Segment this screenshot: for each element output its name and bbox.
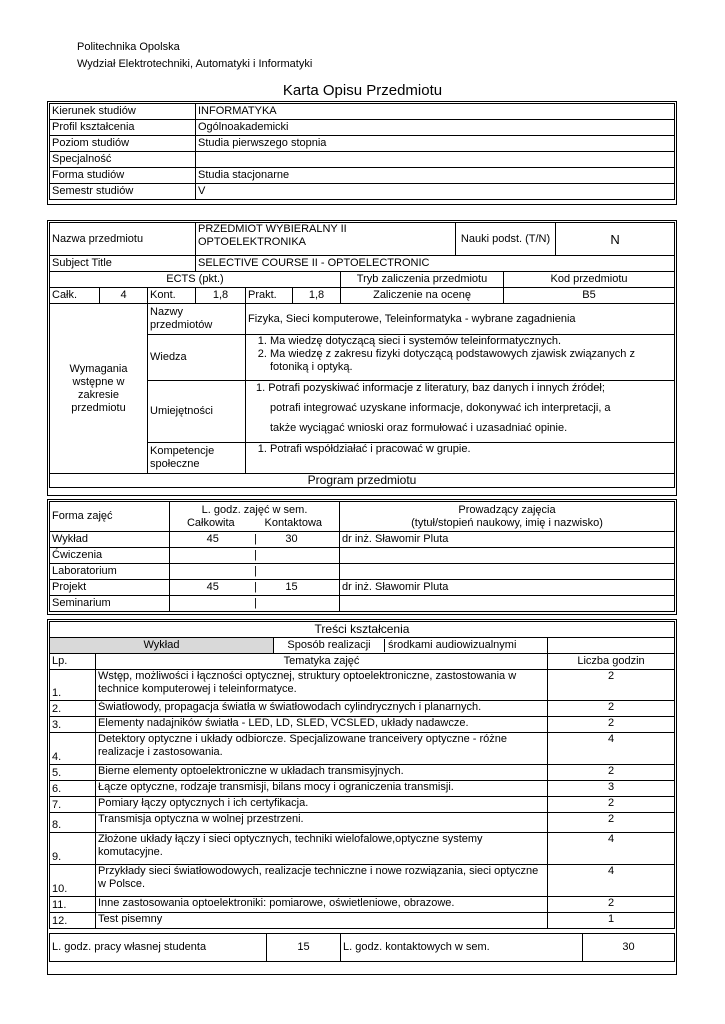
content-hours: 2	[548, 717, 675, 733]
contact-label: L. godz. kontaktowych w sem.	[341, 934, 583, 962]
lp-label: Lp.	[50, 654, 96, 670]
program-forma: Laboratorium	[50, 564, 170, 580]
study-info-table	[49, 103, 675, 200]
study-info-row	[50, 168, 675, 184]
kontaktowa-label: Kontaktowa	[264, 516, 323, 529]
wiedza-item: 2. Ma wiedzę z zakresu fizyki dotyczącą podstawowych zjawisk związanych z fotoniką i optyką.	[270, 348, 672, 374]
program-calkowita	[170, 596, 256, 612]
subject-table	[49, 222, 675, 488]
content-row	[50, 913, 675, 929]
study-info-row	[50, 120, 675, 136]
tryb-label: Tryb zaliczenia przedmiotu	[341, 272, 504, 288]
content-hours: 2	[548, 813, 675, 833]
umiejetnosci-line-1: 1. Potrafi pozyskiwać informacje z literatury, baz danych i innych źródeł;	[256, 382, 605, 394]
wiedza-list	[248, 335, 672, 374]
content-topic: Test pisemny	[96, 913, 548, 929]
hours-label: L. godz. zajęć w sem.	[201, 503, 308, 516]
study-info-frame	[47, 101, 677, 205]
content-table	[49, 621, 675, 929]
content-lp: 5.	[50, 765, 96, 781]
program-kontaktowa-cell	[256, 532, 340, 548]
content-hours-label: Liczba godzin	[548, 654, 675, 670]
content-hours: 2	[548, 701, 675, 717]
study-info-value	[196, 152, 675, 168]
content-lp: 7.	[50, 797, 96, 813]
kod-label: Kod przedmiotu	[504, 272, 675, 288]
program-title: Program przedmiotu	[50, 474, 675, 488]
content-row	[50, 717, 675, 733]
study-info-label: Kierunek studiów	[50, 104, 196, 120]
study-info-label: Profil kształcenia	[50, 120, 196, 136]
wiedza-value	[246, 335, 675, 381]
nazwy-value: Fizyka, Sieci komputerowe, Teleinformatyka - wybrane zagadnienia	[246, 304, 675, 335]
program-kontaktowa-cell	[256, 564, 340, 580]
subject-frame	[47, 220, 677, 496]
content-lp: 4.	[50, 733, 96, 765]
content-lp: 6.	[50, 781, 96, 797]
study-info-label: Specjalność	[50, 152, 196, 168]
study-info-value: Studia pierwszego stopnia	[196, 136, 675, 152]
program-calkowita	[170, 548, 256, 564]
content-lp: 3.	[50, 717, 96, 733]
study-info-row	[50, 184, 675, 200]
tryb-value: Zaliczenie na ocenę	[341, 288, 504, 304]
wiedza-label: Wiedza	[148, 335, 246, 381]
prowadzacy-sub: (tytuł/stopień naukowy, imię i nazwisko)	[411, 516, 603, 529]
content-row	[50, 765, 675, 781]
program-frame	[47, 499, 677, 615]
program-calkowita	[170, 564, 256, 580]
program-prowadzacy	[340, 548, 675, 564]
method-filler	[548, 638, 675, 654]
content-row	[50, 781, 675, 797]
content-row	[50, 813, 675, 833]
content-topic: Detektory optyczne i układy odbiorcze. Specjalizowane tranceivery optyczne - różne realizacje i zastosowania.	[96, 733, 548, 765]
umiejetnosci-line-3: także wyciągać wnioski oraz formułować i uzasadniać opinie.	[270, 422, 568, 434]
study-info-value: Ogólnoakademicki	[196, 120, 675, 136]
program-row	[50, 596, 675, 612]
program-prowadzacy	[340, 596, 675, 612]
university-name: Politechnika Opolska	[77, 41, 180, 53]
ects-label: ECTS (pkt.)	[50, 272, 341, 288]
study-info-label: Semestr studiów	[50, 184, 196, 200]
study-info-label: Poziom studiów	[50, 136, 196, 152]
program-prowadzacy: dr inż. Sławomir Pluta	[340, 532, 675, 548]
subject-name-label: Nazwa przedmiotu	[50, 223, 196, 256]
program-kontaktowa: 15	[285, 581, 298, 593]
program-row	[50, 532, 675, 548]
study-info-value: Studia stacjonarne	[196, 168, 675, 184]
topic-label: Tematyka zajęć	[96, 654, 548, 670]
kompetencje-label: Kompetencje społeczne	[148, 443, 246, 474]
content-topic: Transmisja optyczna w wolnej przestrzeni.	[96, 813, 548, 833]
program-kontaktowa-cell	[256, 548, 340, 564]
kompetencje-value	[246, 443, 675, 474]
kont-label: Kont.	[148, 288, 196, 304]
program-kontaktowa: 30	[285, 533, 298, 545]
content-hours: 2	[548, 765, 675, 781]
program-kontaktowa-cell	[256, 580, 340, 596]
study-info-value: INFORMATYKA	[196, 104, 675, 120]
subject-name-value: PRZEDMIOT WYBIERALNY II OPTOELEKTRONIKA	[196, 223, 456, 256]
content-row	[50, 733, 675, 765]
page-title: Karta Opisu Przedmiotu	[282, 82, 443, 99]
program-row	[50, 580, 675, 596]
content-lp: 2.	[50, 701, 96, 717]
summary-table	[49, 933, 675, 962]
program-forma: Ćwiczenia	[50, 548, 170, 564]
content-lp: 12.	[50, 913, 96, 929]
own-work-value: 15	[267, 934, 341, 962]
content-row	[50, 833, 675, 865]
program-row	[50, 564, 675, 580]
content-topic: Elementy nadajników światła - LED, LD, SLED, VCSLED, układy nadawcze.	[96, 717, 548, 733]
calkowita-label: Całkowita	[186, 516, 235, 529]
program-table	[49, 501, 675, 612]
program-forma: Projekt	[50, 580, 170, 596]
content-lp: 9.	[50, 833, 96, 865]
content-hours: 4	[548, 733, 675, 765]
content-topic: Pomiary łączy optycznych i ich certyfikacja.	[96, 797, 548, 813]
program-calkowita: 45	[170, 580, 256, 596]
study-info-row	[50, 104, 675, 120]
program-kontaktowa-cell	[256, 596, 340, 612]
program-separator: |	[254, 597, 257, 609]
kompetencje-item: 1. Potrafi współdziałać i pracować w grupie.	[270, 443, 672, 456]
study-info-value: V	[196, 184, 675, 200]
content-topic: Światłowody, propagacja światła w światłowodach cylindrycznych i planarnych.	[96, 701, 548, 717]
content-row	[50, 797, 675, 813]
content-hours: 4	[548, 833, 675, 865]
calk-value: 4	[100, 288, 148, 304]
program-forma: Wykład	[50, 532, 170, 548]
content-topic: Przykłady sieci światłowodowych, realizacje techniczne i nowe rozwiązania, sieci optyczne w Polsce.	[96, 865, 548, 897]
content-lp: 11.	[50, 897, 96, 913]
requirements-label: Wymagania wstępne w zakresie przedmiotu	[50, 304, 148, 474]
method-label	[274, 638, 548, 654]
content-hours: 4	[548, 865, 675, 897]
wiedza-item: 1. Ma wiedzę dotyczącą sieci i systemów teleinformatycznych.	[270, 335, 672, 348]
hours-header	[170, 502, 340, 532]
program-separator: |	[254, 581, 257, 593]
content-hours: 2	[548, 897, 675, 913]
content-topic: Złożone układy łączy i sieci optycznych, techniki wielofalowe,optyczne systemy komutacyjne.	[96, 833, 548, 865]
content-type-label: Wykład	[50, 638, 274, 654]
basic-sciences-value: N	[556, 223, 675, 256]
kont-value: 1,8	[196, 288, 246, 304]
nazwy-label: Nazwy przedmiotów	[148, 304, 246, 335]
umiejetnosci-line-2: potrafi integrować uzyskane informacje, dokonywać ich interpretacji, a	[270, 402, 611, 414]
subject-title-value: SELECTIVE COURSE II - OPTOELECTRONIC	[196, 256, 675, 272]
program-separator: |	[254, 533, 257, 545]
subject-title-label: Subject Title	[50, 256, 196, 272]
program-separator: |	[254, 565, 257, 577]
content-row	[50, 897, 675, 913]
program-row	[50, 548, 675, 564]
faculty-name: Wydział Elektrotechniki, Automatyki i Informatyki	[77, 58, 313, 70]
content-row	[50, 670, 675, 701]
prakt-label: Prakt.	[246, 288, 293, 304]
content-topic: Bierne elementy optoelektroniczne w układach transmisyjnych.	[96, 765, 548, 781]
basic-sciences-label: Nauki podst. (T/N)	[456, 223, 556, 256]
content-topic: Wstęp, możliwości i łączności optycznej, struktury optoelektroniczne, zastostowania w technice komputerowej i teleinformatyce.	[96, 670, 548, 701]
method-label-text: Sposób realizacji	[274, 639, 385, 652]
content-lp: 1.	[50, 670, 96, 701]
umiejetnosci-value	[246, 381, 675, 443]
method-value: środkami audiowizualnymi	[388, 639, 517, 651]
study-info-label: Forma studiów	[50, 168, 196, 184]
content-row	[50, 865, 675, 897]
content-lp: 8.	[50, 813, 96, 833]
prowadzacy-header	[340, 502, 675, 532]
kod-value: B5	[504, 288, 675, 304]
study-info-row	[50, 136, 675, 152]
content-row	[50, 701, 675, 717]
program-separator: |	[254, 549, 257, 561]
content-hours: 2	[548, 670, 675, 701]
calk-label: Całk.	[50, 288, 100, 304]
content-topic: Łącze optyczne, rodzaje transmisji, bilans mocy i ograniczenia transmisji.	[96, 781, 548, 797]
content-lp: 10.	[50, 865, 96, 897]
content-hours: 1	[548, 913, 675, 929]
program-calkowita: 45	[170, 532, 256, 548]
prakt-value: 1,8	[293, 288, 341, 304]
content-frame	[47, 619, 677, 975]
umiejetnosci-label: Umiejętności	[148, 381, 246, 443]
own-work-label: L. godz. pracy własnej studenta	[50, 934, 267, 962]
program-prowadzacy	[340, 564, 675, 580]
content-hours: 2	[548, 797, 675, 813]
prowadzacy-label: Prowadzący zajęcia	[458, 503, 556, 516]
program-forma: Seminarium	[50, 596, 170, 612]
kompetencje-list	[248, 443, 672, 456]
program-prowadzacy: dr inż. Sławomir Pluta	[340, 580, 675, 596]
contact-value: 30	[583, 934, 675, 962]
content-title: Treści kształcenia	[50, 622, 675, 638]
content-hours: 3	[548, 781, 675, 797]
forma-label: Forma zajęć	[50, 502, 170, 532]
study-info-row	[50, 152, 675, 168]
content-topic: Inne zastosowania optoelektroniki: pomiarowe, oświetleniowe, obrazowe.	[96, 897, 548, 913]
